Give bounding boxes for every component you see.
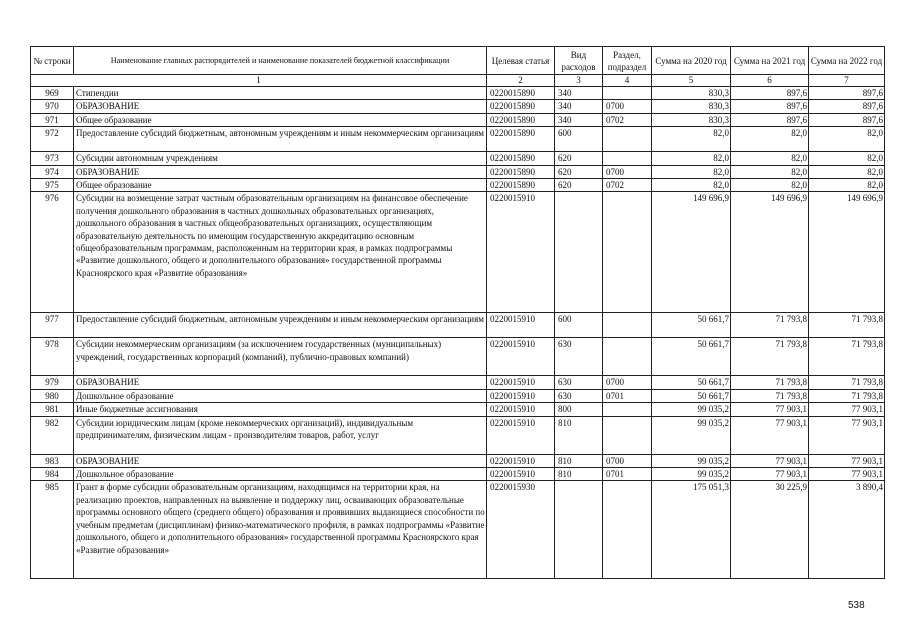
row-section bbox=[603, 313, 652, 338]
row-section: 0700 bbox=[603, 454, 652, 467]
row-sum-2022: 82,0 bbox=[809, 165, 885, 178]
row-name: Стипендии bbox=[74, 87, 487, 100]
row-number: 982 bbox=[31, 416, 74, 454]
table-body bbox=[31, 87, 885, 579]
row-sum-2021: 149 696,9 bbox=[731, 192, 809, 313]
row-expense-type: 810 bbox=[555, 468, 603, 481]
row-number: 970 bbox=[31, 100, 74, 113]
header-code: Целевая статья bbox=[487, 47, 555, 75]
row-section: 0700 bbox=[603, 165, 652, 178]
header-name: Наименование главных распорядителей и наименование показателей бюджетной классификации bbox=[74, 47, 487, 75]
row-sum-2020: 82,0 bbox=[652, 152, 731, 165]
row-sum-2020: 830,3 bbox=[652, 100, 731, 113]
row-sum-2020: 50 661,7 bbox=[652, 313, 731, 338]
table-row bbox=[31, 152, 885, 165]
row-sum-2022: 77 903,1 bbox=[809, 403, 885, 416]
row-section bbox=[603, 338, 652, 376]
row-sum-2021: 71 793,8 bbox=[731, 338, 809, 376]
table-row bbox=[31, 100, 885, 113]
row-target-code: 0220015890 bbox=[487, 113, 555, 126]
row-sum-2021: 897,6 bbox=[731, 87, 809, 100]
row-sum-2022: 71 793,8 bbox=[809, 338, 885, 376]
row-name: Дошкольное образование bbox=[74, 389, 487, 402]
row-expense-type: 340 bbox=[555, 87, 603, 100]
row-sum-2020: 82,0 bbox=[652, 127, 731, 152]
row-sum-2022: 77 903,1 bbox=[809, 454, 885, 467]
row-expense-type: 630 bbox=[555, 389, 603, 402]
row-target-code: 0220015910 bbox=[487, 416, 555, 454]
header-num: № строки bbox=[31, 47, 74, 75]
table-row bbox=[31, 389, 885, 402]
row-sum-2020: 99 035,2 bbox=[652, 403, 731, 416]
row-target-code: 0220015930 bbox=[487, 481, 555, 579]
row-number: 983 bbox=[31, 454, 74, 467]
row-name: ОБРАЗОВАНИЕ bbox=[74, 454, 487, 467]
row-name: ОБРАЗОВАНИЕ bbox=[74, 376, 487, 389]
column-number-6: 6 bbox=[731, 75, 809, 87]
row-target-code: 0220015890 bbox=[487, 127, 555, 152]
column-number-4: 4 bbox=[603, 75, 652, 87]
column-number-2: 2 bbox=[487, 75, 555, 87]
table-row bbox=[31, 468, 885, 481]
column-number-3: 3 bbox=[555, 75, 603, 87]
page-number: 538 bbox=[848, 600, 865, 611]
row-target-code: 0220015890 bbox=[487, 100, 555, 113]
row-name: Субсидии на возмещение затрат частным образовательным организациям на финансовое обеспечение получения дошкольного образования в частных дошкольных образовательных организациях, дошкольного образования в частных общеобразовательных организациях, осуществляющим образовательную деятельность по имеющим государственную аккредитацию основным общеобразовательным программам, расположенным на территории края, в рамках подпрограммы «Развитие дошкольного, общего и дополнительного образования» государственной программы Красноярского края «Развитие образования» bbox=[74, 192, 487, 313]
row-number: 976 bbox=[31, 192, 74, 313]
row-name: Иные бюджетные ассигнования bbox=[74, 403, 487, 416]
row-target-code: 0220015910 bbox=[487, 403, 555, 416]
row-sum-2020: 50 661,7 bbox=[652, 338, 731, 376]
row-sum-2021: 30 225,9 bbox=[731, 481, 809, 579]
row-name: ОБРАЗОВАНИЕ bbox=[74, 165, 487, 178]
column-number-row bbox=[31, 75, 885, 87]
budget-table bbox=[30, 46, 885, 579]
row-section bbox=[603, 481, 652, 579]
row-target-code: 0220015890 bbox=[487, 152, 555, 165]
header-vid: Вид расходов bbox=[555, 47, 603, 75]
row-sum-2020: 99 035,2 bbox=[652, 416, 731, 454]
row-number: 971 bbox=[31, 113, 74, 126]
row-expense-type: 620 bbox=[555, 165, 603, 178]
row-sum-2021: 82,0 bbox=[731, 165, 809, 178]
row-expense-type bbox=[555, 481, 603, 579]
row-sum-2021: 77 903,1 bbox=[731, 403, 809, 416]
row-name: Субсидии некоммерческим организациям (за исключением государственных (муниципальных) учреждений, государственных корпораций (компаний), публично-правовых компаний) bbox=[74, 338, 487, 376]
row-target-code: 0220015890 bbox=[487, 179, 555, 192]
row-name: Дошкольное образование bbox=[74, 468, 487, 481]
row-sum-2022: 77 903,1 bbox=[809, 416, 885, 454]
header-sum-2022: Сумма на 2022 год bbox=[809, 47, 885, 75]
row-target-code: 0220015910 bbox=[487, 454, 555, 467]
row-sum-2021: 71 793,8 bbox=[731, 313, 809, 338]
row-sum-2021: 82,0 bbox=[731, 152, 809, 165]
row-section: 0700 bbox=[603, 376, 652, 389]
row-sum-2022: 82,0 bbox=[809, 127, 885, 152]
table-row bbox=[31, 165, 885, 178]
table-row bbox=[31, 87, 885, 100]
row-sum-2020: 99 035,2 bbox=[652, 468, 731, 481]
row-sum-2020: 830,3 bbox=[652, 113, 731, 126]
table-row bbox=[31, 192, 885, 313]
row-section bbox=[603, 192, 652, 313]
row-sum-2021: 71 793,8 bbox=[731, 389, 809, 402]
row-section bbox=[603, 127, 652, 152]
table-row bbox=[31, 454, 885, 467]
row-sum-2022: 82,0 bbox=[809, 179, 885, 192]
row-number: 973 bbox=[31, 152, 74, 165]
row-section bbox=[603, 87, 652, 100]
header-sum-2020: Сумма на 2020 год bbox=[652, 47, 731, 75]
row-sum-2022: 77 903,1 bbox=[809, 468, 885, 481]
column-number-1: 1 bbox=[31, 75, 487, 87]
row-section: 0700 bbox=[603, 100, 652, 113]
row-sum-2021: 897,6 bbox=[731, 113, 809, 126]
row-section bbox=[603, 152, 652, 165]
table-row bbox=[31, 416, 885, 454]
header-sum-2021: Сумма на 2021 год bbox=[731, 47, 809, 75]
row-expense-type: 630 bbox=[555, 338, 603, 376]
row-name: ОБРАЗОВАНИЕ bbox=[74, 100, 487, 113]
row-sum-2021: 77 903,1 bbox=[731, 468, 809, 481]
column-number-5: 5 bbox=[652, 75, 731, 87]
row-sum-2022: 3 890,4 bbox=[809, 481, 885, 579]
row-sum-2022: 897,6 bbox=[809, 100, 885, 113]
row-number: 977 bbox=[31, 313, 74, 338]
row-target-code: 0220015910 bbox=[487, 376, 555, 389]
row-sum-2021: 82,0 bbox=[731, 179, 809, 192]
row-section bbox=[603, 403, 652, 416]
row-section: 0701 bbox=[603, 389, 652, 402]
row-sum-2021: 71 793,8 bbox=[731, 376, 809, 389]
row-name: Общее образование bbox=[74, 113, 487, 126]
row-section: 0702 bbox=[603, 113, 652, 126]
column-number-7: 7 bbox=[809, 75, 885, 87]
table-row bbox=[31, 338, 885, 376]
row-number: 974 bbox=[31, 165, 74, 178]
row-section: 0702 bbox=[603, 179, 652, 192]
row-sum-2021: 897,6 bbox=[731, 100, 809, 113]
row-number: 980 bbox=[31, 389, 74, 402]
row-sum-2022: 82,0 bbox=[809, 152, 885, 165]
table-row bbox=[31, 113, 885, 126]
row-sum-2020: 82,0 bbox=[652, 165, 731, 178]
row-name: Грант в форме субсидии образовательным организациям, находящимся на территории края, на реализацию проектов, направленных на выявление и поддержку лиц, осваивающих образовательные программы основного общего (среднего общего) образования и проявивших выдающиеся способности по учебным предметам (дисциплинам) физико-математического профиля, в рамках подпрограммы «Развитие дошкольного, общего и дополнительного образования» государственной программы Красноярского края «Развитие образования» bbox=[74, 481, 487, 579]
row-expense-type: 340 bbox=[555, 100, 603, 113]
table-row bbox=[31, 179, 885, 192]
row-number: 981 bbox=[31, 403, 74, 416]
row-number: 972 bbox=[31, 127, 74, 152]
row-target-code: 0220015910 bbox=[487, 468, 555, 481]
table-row bbox=[31, 313, 885, 338]
row-target-code: 0220015910 bbox=[487, 313, 555, 338]
row-number: 969 bbox=[31, 87, 74, 100]
row-name: Субсидии юридическим лицам (кроме некоммерческих организаций), индивидуальным предпринимателям, физическим лицам - производителям товаров, работ, услуг bbox=[74, 416, 487, 454]
row-sum-2022: 71 793,8 bbox=[809, 389, 885, 402]
row-sum-2022: 897,6 bbox=[809, 87, 885, 100]
row-name: Общее образование bbox=[74, 179, 487, 192]
row-expense-type: 630 bbox=[555, 376, 603, 389]
table-row bbox=[31, 481, 885, 579]
row-section: 0701 bbox=[603, 468, 652, 481]
row-name: Субсидии автономным учреждениям bbox=[74, 152, 487, 165]
row-sum-2020: 99 035,2 bbox=[652, 454, 731, 467]
row-target-code: 0220015890 bbox=[487, 165, 555, 178]
row-sum-2022: 71 793,8 bbox=[809, 376, 885, 389]
table-header bbox=[31, 47, 885, 87]
row-target-code: 0220015910 bbox=[487, 338, 555, 376]
row-sum-2020: 50 661,7 bbox=[652, 389, 731, 402]
table-row bbox=[31, 127, 885, 152]
row-expense-type: 810 bbox=[555, 416, 603, 454]
row-target-code: 0220015910 bbox=[487, 192, 555, 313]
row-number: 984 bbox=[31, 468, 74, 481]
row-number: 979 bbox=[31, 376, 74, 389]
row-sum-2021: 77 903,1 bbox=[731, 416, 809, 454]
row-sum-2020: 175 051,3 bbox=[652, 481, 731, 579]
row-sum-2022: 149 696,9 bbox=[809, 192, 885, 313]
row-sum-2020: 149 696,9 bbox=[652, 192, 731, 313]
row-target-code: 0220015890 bbox=[487, 87, 555, 100]
row-sum-2020: 82,0 bbox=[652, 179, 731, 192]
row-sum-2022: 897,6 bbox=[809, 113, 885, 126]
row-target-code: 0220015910 bbox=[487, 389, 555, 402]
row-sum-2021: 82,0 bbox=[731, 127, 809, 152]
row-expense-type bbox=[555, 192, 603, 313]
row-expense-type: 600 bbox=[555, 127, 603, 152]
row-number: 975 bbox=[31, 179, 74, 192]
row-expense-type: 340 bbox=[555, 113, 603, 126]
row-expense-type: 800 bbox=[555, 403, 603, 416]
row-expense-type: 600 bbox=[555, 313, 603, 338]
row-sum-2020: 830,3 bbox=[652, 87, 731, 100]
row-name: Предоставление субсидий бюджетным, автономным учреждениям и иным некоммерческим организациям bbox=[74, 127, 487, 152]
row-number: 978 bbox=[31, 338, 74, 376]
header-razdel: Раздел, подраздел bbox=[603, 47, 652, 75]
row-number: 985 bbox=[31, 481, 74, 579]
row-sum-2022: 71 793,8 bbox=[809, 313, 885, 338]
row-expense-type: 810 bbox=[555, 454, 603, 467]
row-expense-type: 620 bbox=[555, 152, 603, 165]
row-section bbox=[603, 416, 652, 454]
row-expense-type: 620 bbox=[555, 179, 603, 192]
table-row bbox=[31, 376, 885, 389]
row-name: Предоставление субсидий бюджетным, автономным учреждениям и иным некоммерческим организациям bbox=[74, 313, 487, 338]
table-row bbox=[31, 403, 885, 416]
row-sum-2021: 77 903,1 bbox=[731, 454, 809, 467]
row-sum-2020: 50 661,7 bbox=[652, 376, 731, 389]
